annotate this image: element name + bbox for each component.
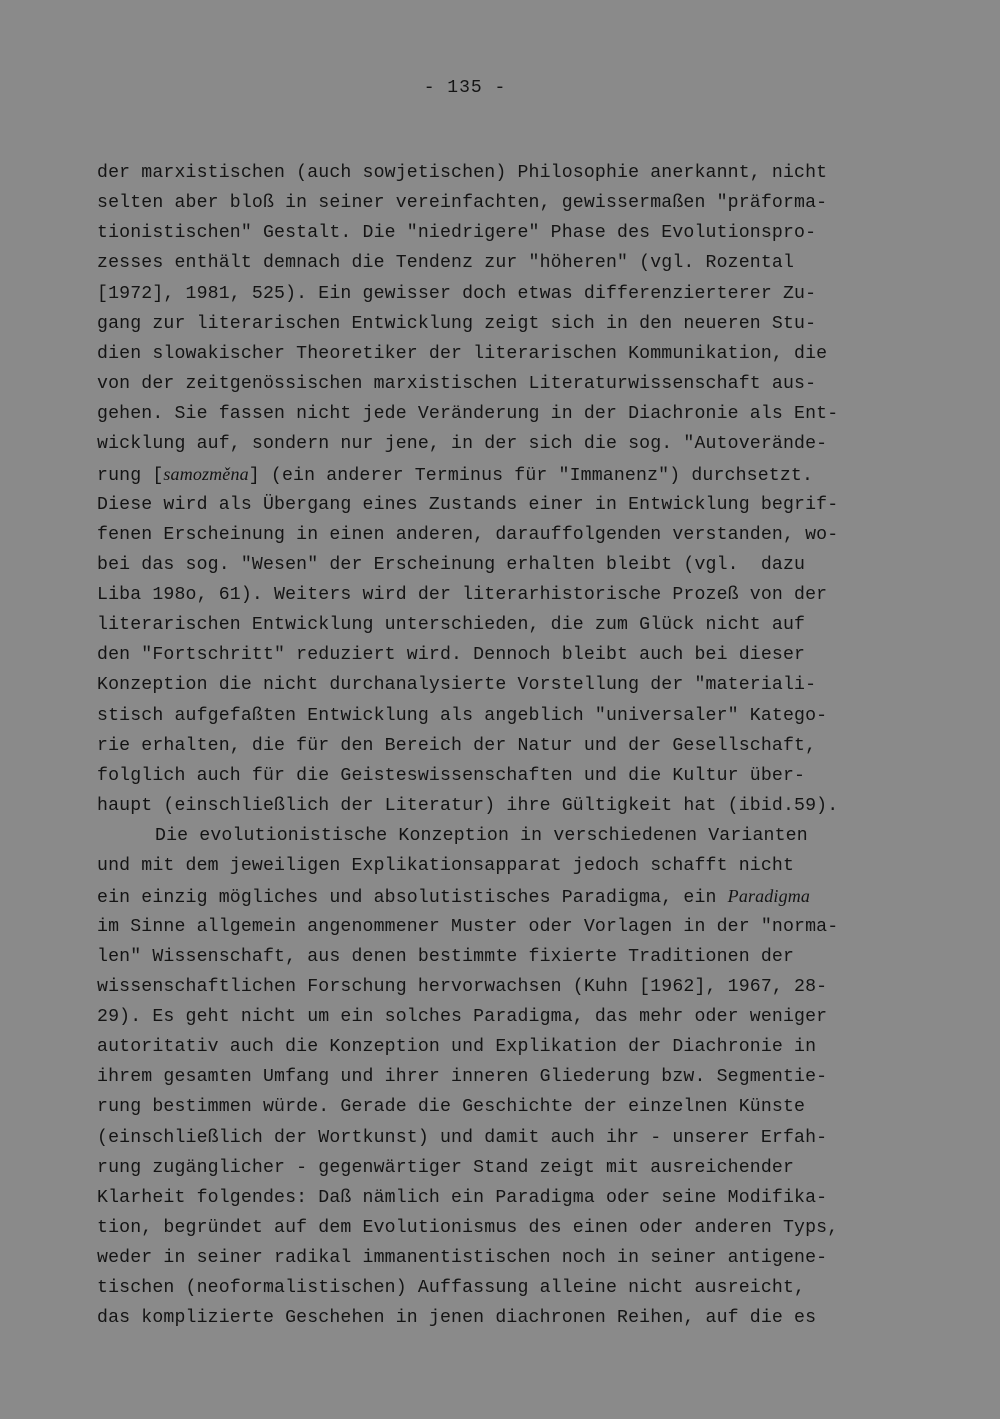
text-line: haupt (einschließlich der Literatur) ihre Gültigkeit hat (ibid.59). [97,795,839,816]
text-line: dien slowakischer Theoretiker der literarischen Kommunikation, die [97,343,828,364]
text-line: autoritativ auch die Konzeption und Explikation der Diachronie in [97,1037,817,1058]
text-line: wicklung auf, sondern nur jene, in der sich die sog. "Autoverände- [97,434,828,455]
text-line: bei das sog. "Wesen" der Erscheinung erhalten bleibt (vgl. dazu [97,554,806,575]
text-line: (einschließlich der Wortkunst) und damit auch ihr - unserer Erfah- [97,1127,828,1148]
text-line: Liba 198o, 61). Weiters wird der literarhistorische Prozeß von der [97,584,828,605]
text-line: von der zeitgenössischen marxistischen Literaturwissenschaft aus- [97,373,817,394]
text-line: [1972], 1981, 525). Ein gewisser doch etwas differenzierterer Zu- [97,283,817,304]
text-line: rung zugänglicher - gegenwärtiger Stand zeigt mit ausreichender [97,1157,795,1178]
text-line: rie erhalten, die für den Bereich der Natur und der Gesellschaft, [97,735,817,756]
text-line: literarischen Entwicklung unterschieden, die zum Glück nicht auf [97,615,806,636]
text-line: fenen Erscheinung in einen anderen, darauffolgenden verstanden, wo- [97,524,839,545]
text-line: 29). Es geht nicht um ein solches Paradigma, das mehr oder weniger [97,1006,828,1027]
text-line: wissenschaftlichen Forschung hervorwachsen (Kuhn [1962], 1967, 28- [97,976,828,997]
italic-term: samozměna [163,464,249,485]
text-line: der marxistischen (auch sowjetischen) Philosophie anerkannt, nicht [97,163,828,183]
text-line: stisch aufgefaßten Entwicklung als angeblich "universaler" Katego- [97,705,828,726]
text-line: das komplizierte Geschehen in jenen diachronen Reihen, auf die es [97,1308,817,1329]
text-segment: ] (ein anderer Terminus für "Immanenz") durchsetzt. [248,466,814,487]
text-line: selten aber bloß in seiner vereinfachten, gewissermaßen "präforma- [97,193,828,214]
text-line [97,881,907,911]
text-line: im Sinne allgemein angenommener Muster oder Vorlagen in der "norma- [97,916,839,937]
text-segment: rung [ [97,466,164,487]
text-line: den "Fortschritt" reduziert wird. Dennoch bleibt auch bei dieser [97,645,806,666]
text-line: tion, begründet auf dem Evolutionismus des einen oder anderen Typs, [97,1217,839,1238]
text-line: tischen (neoformalistischen) Auffassung alleine nicht ausreicht, [97,1278,806,1299]
text-line: Klarheit folgendes: Daß nämlich ein Paradigma oder seine Modifika- [97,1187,828,1208]
text-line: weder in seiner radikal immanentistischen noch in seiner antigene- [97,1248,828,1269]
text-line: gang zur literarischen Entwicklung zeigt sich in den neueren Stu- [97,313,817,334]
text-line: folglich auch für die Geisteswissenschaften und die Kultur über- [97,765,806,786]
text-line: Diese wird als Übergang eines Zustands einer in Entwicklung begrif- [97,494,839,515]
body-text [97,158,907,1333]
italic-term: Paradigma [727,886,811,907]
text-segment: ein einzig mögliches und absolutistisches Paradigma, ein [97,888,728,909]
text-line: Die evolutionistische Konzeption in verschiedenen Varianten [155,826,808,847]
text-line: und mit dem jeweiligen Explikationsapparat jedoch schafft nicht [97,856,795,877]
text-line: ihrem gesamten Umfang und ihrer inneren Gliederung bzw. Segmentie- [97,1067,828,1088]
text-line: rung bestimmen würde. Gerade die Geschichte der einzelnen Künste [97,1097,806,1118]
text-line: tionistischen" Gestalt. Die "niedrigere" Phase des Evolutionspro- [97,223,817,244]
text-line [97,459,907,489]
text-line: len" Wissenschaft, aus denen bestimmte fixierte Traditionen der [97,946,795,967]
page-number: - 135 - [423,78,507,98]
text-line: zesses enthält demnach die Tendenz zur "höheren" (vgl. Rozental [97,253,795,274]
text-line: gehen. Sie fassen nicht jede Veränderung in der Diachronie als Ent- [97,404,839,425]
text-line: Konzeption die nicht durchanalysierte Vorstellung der "materiali- [97,675,817,696]
